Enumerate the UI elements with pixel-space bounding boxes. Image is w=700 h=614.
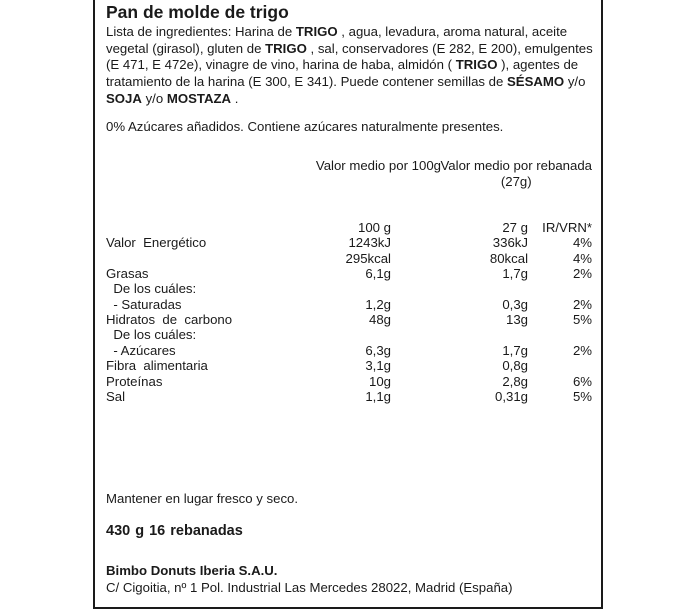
ingredients-text: , agua, levadura, aroma natural, aceite vegetal (girasol), gluten de	[106, 24, 568, 56]
reference-intake-percent: 4%	[572, 250, 592, 266]
value-per-slice: 1,7g	[502, 266, 528, 282]
value-per-100g: 48g	[368, 312, 391, 328]
value-per-slice: 13g	[505, 312, 528, 328]
manufacturer-name: Bimbo Donuts Iberia S.A.U.	[106, 563, 278, 578]
nutrition-row	[95, 312, 601, 327]
ingredients-text: .	[231, 90, 239, 106]
nutrition-row	[95, 374, 601, 389]
value-per-slice: 80kcal	[489, 250, 528, 266]
ingredients-text: , sal, conservadores (E 282, E 200), emulgentes (E 471, E 472e), vinagre de vino, harina de haba, almidón (	[106, 40, 593, 73]
value-per-slice: 0,8g	[502, 358, 528, 374]
manufacturer-address: C/ Cigoitia, nº 1 Pol. Industrial Las Mercedes 28022, Madrid (España)	[106, 580, 513, 595]
nutrition-row	[95, 389, 601, 404]
nutrition-row	[95, 266, 601, 281]
nutrition-row	[95, 343, 601, 358]
column-header-per-slice	[440, 158, 592, 190]
column-header-per-slice-weight: (27g)	[500, 174, 532, 189]
ingredients-text: y/o	[564, 74, 586, 90]
value-per-slice: 1,7g	[502, 342, 528, 358]
reference-intake-percent: 2%	[572, 296, 592, 312]
column-header-per-100g: Valor medio por 100g	[315, 158, 441, 173]
value-per-slice: 336kJ	[492, 235, 528, 251]
nutrient-name: Hidratos de carbono	[106, 312, 233, 328]
nutrition-row	[95, 251, 601, 266]
allergen-text: SÉSAMO	[507, 74, 565, 90]
value-per-100g: 1243kJ	[348, 235, 391, 251]
nutrition-row	[95, 281, 601, 296]
nutrient-name: De los cuáles:	[106, 327, 197, 343]
allergen-text: TRIGO	[265, 40, 307, 56]
nutrition-row	[95, 327, 601, 342]
nutrient-name: Sal	[106, 388, 126, 404]
net-content: 430 g 16 rebanadas	[106, 523, 243, 539]
reference-intake-percent: 2%	[572, 342, 592, 358]
nutrition-row	[95, 235, 601, 250]
reference-intake-percent: 2%	[572, 266, 592, 282]
value-per-100g: 1,1g	[365, 388, 391, 404]
nutrition-row	[95, 297, 601, 312]
value-per-slice: 27 g	[502, 220, 528, 235]
reference-intake-percent: 5%	[572, 312, 592, 328]
reference-intake-percent: 5%	[572, 388, 592, 404]
nutrition-label	[93, 0, 603, 609]
allergen-text: TRIGO	[455, 57, 498, 73]
sugar-note: 0% Azúcares añadidos. Contiene azúcares naturalmente presentes.	[106, 119, 504, 134]
value-per-100g: 3,1g	[365, 358, 391, 374]
storage-instructions: Mantener en lugar fresco y seco.	[106, 491, 299, 506]
nutrient-name: Proteínas	[106, 373, 163, 389]
value-per-slice: 0,3g	[502, 296, 528, 312]
nutrient-name: - Azúcares	[106, 342, 176, 358]
value-per-slice: 0,31g	[494, 388, 528, 404]
allergen-text: SOJA	[106, 90, 142, 106]
value-per-100g: 10g	[368, 373, 391, 389]
value-per-slice: 2,8g	[502, 373, 528, 389]
allergen-text: MOSTAZA	[166, 90, 232, 106]
allergen-text: TRIGO	[295, 24, 338, 39]
ingredients-list	[106, 24, 601, 108]
ingredients-text: y/o	[141, 90, 167, 106]
value-per-100g: 100 g	[357, 220, 391, 235]
ingredients-text: Lista de ingredientes: Harina de	[106, 24, 296, 39]
value-per-100g: 295kcal	[345, 250, 391, 266]
ingredients-text: ), agentes de tratamiento de la harina (E 300, E 341). Puede contener semillas de	[106, 57, 579, 90]
nutrition-row	[95, 358, 601, 373]
nutrient-name: - Saturadas	[106, 296, 182, 312]
reference-intake-percent: 6%	[572, 373, 592, 389]
nutrient-name: Grasas	[106, 266, 149, 282]
nutrient-name: Fibra alimentaria	[106, 358, 208, 374]
value-per-100g: 1,2g	[365, 296, 391, 312]
value-per-100g: 6,3g	[365, 342, 391, 358]
reference-intake-percent: 4%	[572, 235, 592, 251]
nutrient-name: Valor Energético	[106, 235, 207, 251]
nutrient-name: De los cuáles:	[106, 281, 197, 297]
column-header-per-slice-label: Valor medio por rebanada	[440, 158, 592, 173]
value-per-100g: 6,1g	[365, 266, 391, 282]
reference-intake-percent: IR/VRN*	[542, 220, 592, 235]
nutrition-row	[95, 220, 601, 235]
product-title: Pan de molde de trigo	[106, 2, 289, 22]
